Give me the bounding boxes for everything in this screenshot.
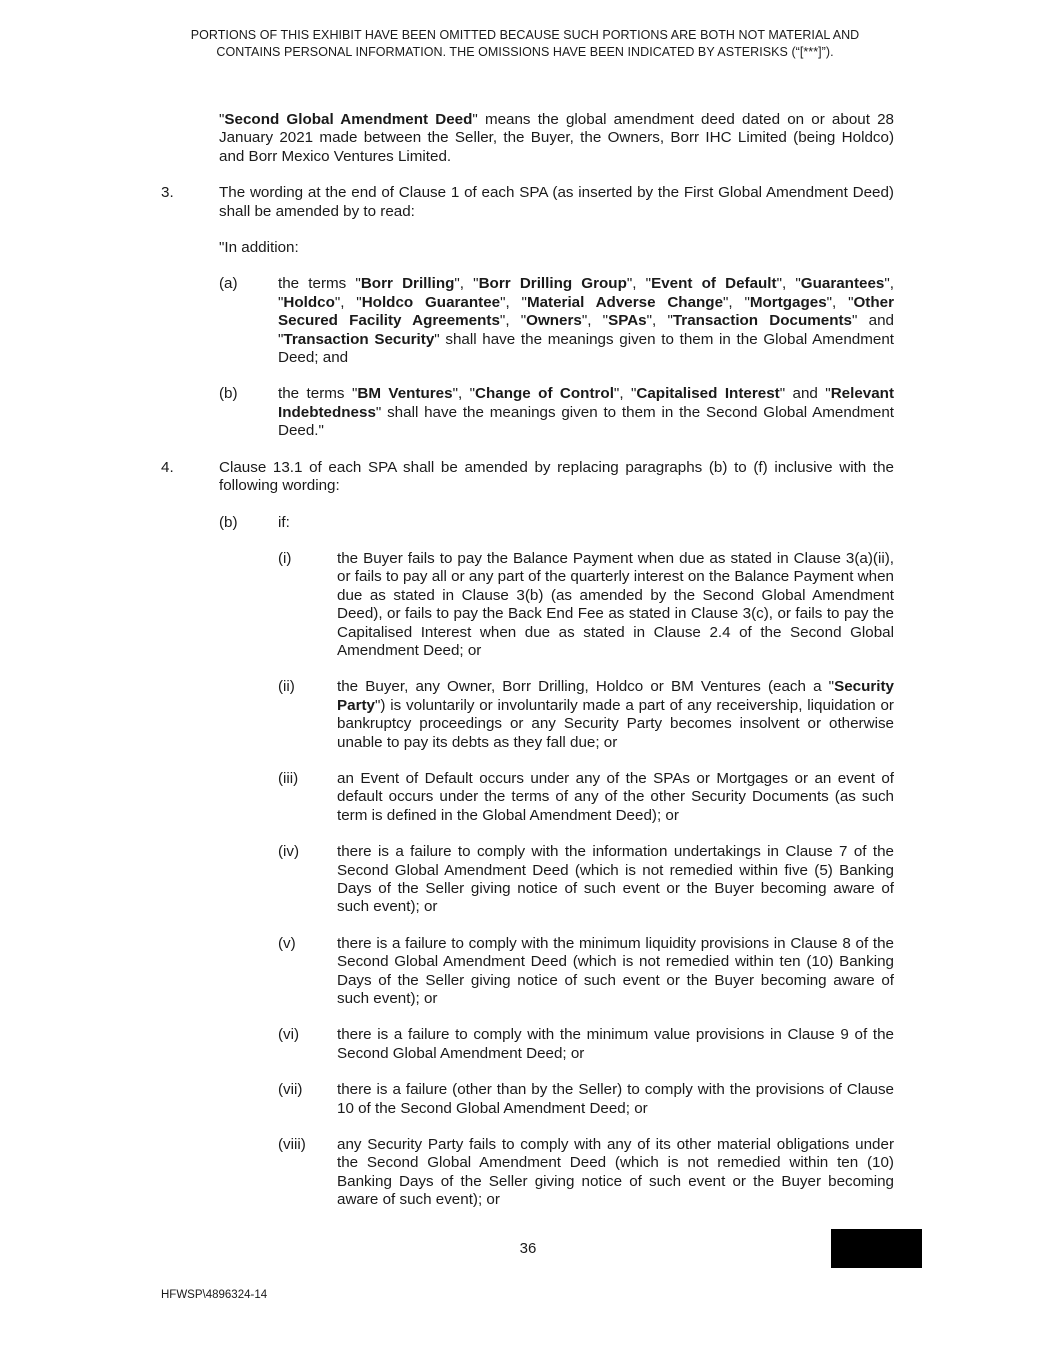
- in-addition-line: "In addition:: [219, 239, 299, 257]
- header-line-2: CONTAINS PERSONAL INFORMATION. THE OMISSIONS HAVE BEEN INDICATED BY ASTERISKS (“[***]”).: [216, 45, 834, 59]
- subparagraph-viii: [278, 1136, 894, 1210]
- paragraph-b-if: [219, 514, 894, 532]
- subparagraph-vii: [278, 1081, 894, 1118]
- page-number: 36: [519, 1240, 537, 1257]
- subparagraph-i: [278, 550, 894, 660]
- subparagraph-label: (v): [278, 934, 296, 952]
- subparagraph-ii: [278, 678, 894, 752]
- subparagraph-label: (iii): [278, 769, 299, 787]
- subparagraph-iii: [278, 770, 894, 825]
- clause-number: 3.: [161, 184, 174, 202]
- clause-text: Clause 13.1 of each SPA shall be amended by replacing paragraphs (b) to (f) inclusive with the following wording:: [219, 458, 894, 495]
- subparagraph-label: (viii): [278, 1136, 306, 1154]
- subparagraph-text: the Buyer, any Owner, Borr Drilling, Holdco or BM Ventures (each a "Security Party") is voluntarily or involuntarily made a part of any receivership, liquidation or bankruptcy proceedings or any Security Party becomes insolvent or otherwise unable to pay its debts as they fall due; or: [337, 678, 894, 751]
- subparagraph-v: [278, 935, 894, 1009]
- clause-number: 4.: [161, 458, 174, 476]
- subparagraph-text: there is a failure to comply with the minimum value provisions in Clause 9 of the Second Global Amendment Deed; or: [337, 1026, 894, 1062]
- defined-term: Security Party: [337, 678, 894, 714]
- paragraph-text: if:: [278, 513, 290, 531]
- definition-second-global-amendment-deed: "Second Global Amendment Deed" means the global amendment deed dated on or about 28 January 2021 made between the Seller, the Buyer, the Owners, Borr IHC Limited (being Holdco) and Borr Mexico Ventures Limited.: [219, 111, 895, 165]
- subparagraph-text: there is a failure to comply with the minimum liquidity provisions in Clause 8 of the Second Global Amendment Deed (which is not remedied within ten (10) Banking Days of the Seller giving notice of such event or the Buyer becoming aware of such event); or: [337, 934, 894, 1008]
- paragraph-a: [219, 275, 894, 367]
- paragraph-text: the terms "Borr Drilling", "Borr Drilling Group", "Event of Default", "Guarantees", "Holdco", "Holdco Guarantee", "Material Adverse Change", "Mortgages", "Other Secured Facility Agreements", "Owners", "SPAs", "Transaction Documents" and "Transaction Security" shall have the meanings given to them in the Global Amendment Deed; and: [278, 275, 894, 367]
- subparagraph-iv: [278, 843, 894, 917]
- clause-4: [161, 459, 894, 496]
- subparagraph-label: (ii): [278, 678, 295, 696]
- header-line-1: PORTIONS OF THIS EXHIBIT HAVE BEEN OMITTED BECAUSE SUCH PORTIONS ARE BOTH NOT MATERIAL AND: [190, 28, 860, 42]
- paragraph-text: the terms "BM Ventures", "Change of Control", "Capitalised Interest" and "Relevant Indebtedness" shall have the meanings given to them in the Second Global Amendment Deed.": [278, 385, 895, 440]
- subparagraph-text: any Security Party fails to comply with any of its other material obligations under the Second Global Amendment Deed (which is not remedied within ten (10) Banking Days of the Seller giving notice of such event or the Buyer becoming aware of such event); or: [337, 1136, 894, 1209]
- subparagraph-label: (vii): [278, 1081, 303, 1099]
- paragraph-label: (b): [219, 513, 238, 531]
- subparagraph-text: an Event of Default occurs under any of the SPAs or Mortgages or an event of default occurs under the terms of any of the other Security Documents (as such term is defined in the Global Amendment Deed); or: [337, 769, 894, 824]
- redaction-box: [831, 1229, 922, 1268]
- paragraph-label: (a): [219, 275, 238, 293]
- subparagraph-label: (iv): [278, 843, 300, 861]
- subparagraph-label: (vi): [278, 1026, 300, 1044]
- clause-3: [161, 184, 894, 221]
- document-reference-footer: HFWSP\4896324-14: [161, 1289, 268, 1301]
- subparagraph-label: (i): [278, 549, 292, 567]
- paragraph-label: (b): [219, 385, 238, 403]
- subparagraph-text: there is a failure to comply with the information undertakings in Clause 7 of the Second Global Amendment Deed (which is not remedied within five (5) Banking Days of the Seller giving notice of such event or the Buyer becoming aware of such event); or: [337, 843, 894, 916]
- subparagraph-text: there is a failure (other than by the Seller) to comply with the provisions of Clause 10 of the Second Global Amendment Deed; or: [337, 1081, 894, 1117]
- redaction-notice-header: [150, 27, 900, 61]
- document-body: [161, 111, 894, 1228]
- defined-term: Second Global Amendment Deed: [224, 111, 473, 128]
- subparagraph-vi: [278, 1026, 894, 1063]
- paragraph-b: [219, 385, 894, 440]
- subparagraph-text: the Buyer fails to pay the Balance Payment when due as stated in Clause 3(a)(ii), or fails to pay all or any part of the quarterly interest on the Balance Payment when due as stated in Clause 3(b) (as amended by the Second Global Amendment Deed), or fails to pay the Back End Fee as stated in Clause 3(c), or fails to pay the Capitalised Interest when due as stated in Clause 2.4 of the Second Global Amendment Deed; or: [337, 549, 894, 659]
- clause-text: The wording at the end of Clause 1 of each SPA (as inserted by the First Global Amendment Deed) shall be amended by to read:: [219, 184, 894, 220]
